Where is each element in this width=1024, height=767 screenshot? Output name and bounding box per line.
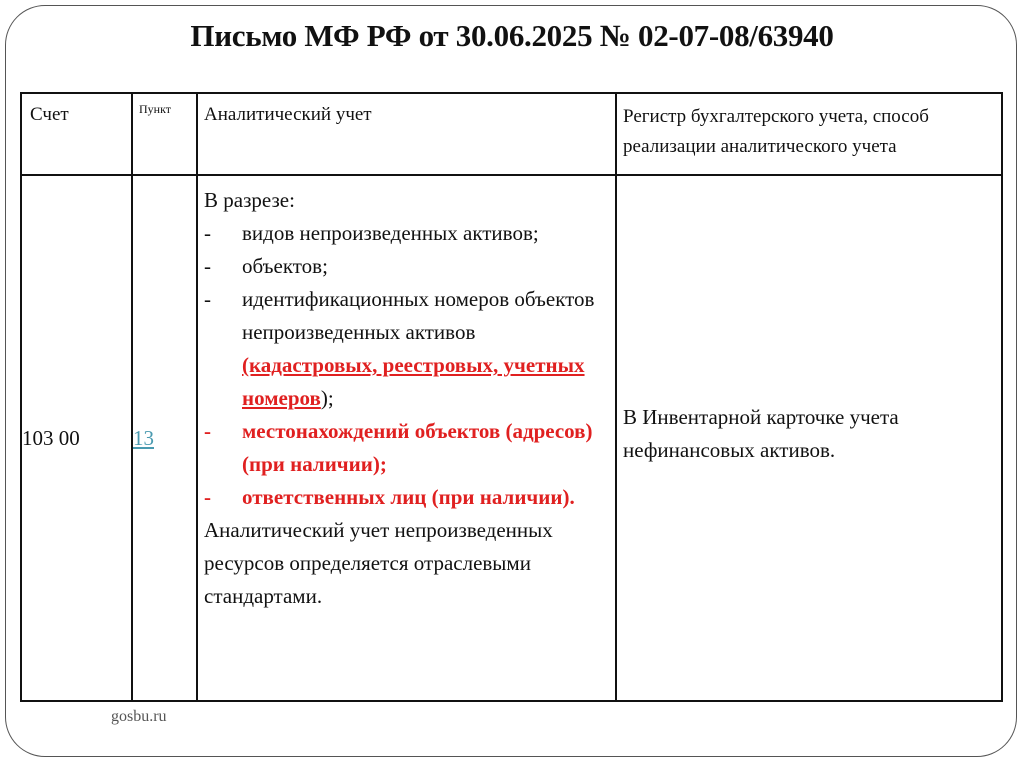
list-text: [242, 283, 611, 415]
list-dash: -: [204, 419, 211, 443]
accounting-table: [20, 92, 1003, 702]
list-item: [204, 415, 611, 481]
table-row: [21, 175, 1002, 701]
list-dash: -: [204, 221, 211, 245]
header-account: Счет: [21, 93, 132, 175]
cell-analytic: [197, 175, 616, 701]
cell-register: В Инвентарной карточке учета нефинансовых активов.: [616, 175, 1002, 701]
cell-clause: [132, 175, 197, 701]
table-header-row: [21, 93, 1002, 175]
clause-link[interactable]: 13: [133, 425, 154, 450]
list-item: [204, 481, 611, 514]
list-dash: -: [204, 485, 211, 509]
list-text-plain: идентификационных номеров объектов непроизведенных активов: [242, 287, 595, 344]
analytic-intro: В разрезе:: [204, 188, 295, 212]
list-item: [204, 250, 611, 283]
list-text-tail: );: [320, 386, 334, 410]
list-dash: -: [204, 254, 211, 278]
footer-source: gosbu.ru: [111, 708, 167, 725]
list-dash: -: [204, 287, 211, 311]
list-item: [204, 283, 611, 415]
list-text: объектов;: [242, 254, 328, 278]
slide-title: Письмо МФ РФ от 30.06.2025 № 02-07-08/63940: [190, 18, 834, 53]
list-item: [204, 217, 611, 250]
header-clause: Пункт: [132, 93, 197, 175]
highlighted-text: (кадастровых, реестровых, учетных номеров: [242, 353, 585, 410]
header-register: Регистр бухгалтерского учета, способ реализации аналитического учета: [616, 93, 1002, 175]
highlighted-text: местонахождений объектов (адресов) (при наличии);: [242, 419, 593, 476]
list-text: видов непроизведенных активов;: [242, 221, 539, 245]
analytic-outro: Аналитический учет непроизведенных ресурсов определяется отраслевыми стандартами.: [204, 518, 553, 608]
cell-account: 103 00: [21, 175, 132, 701]
highlighted-text: ответственных лиц (при наличии).: [242, 485, 575, 509]
header-analytic: Аналитический учет: [197, 93, 616, 175]
